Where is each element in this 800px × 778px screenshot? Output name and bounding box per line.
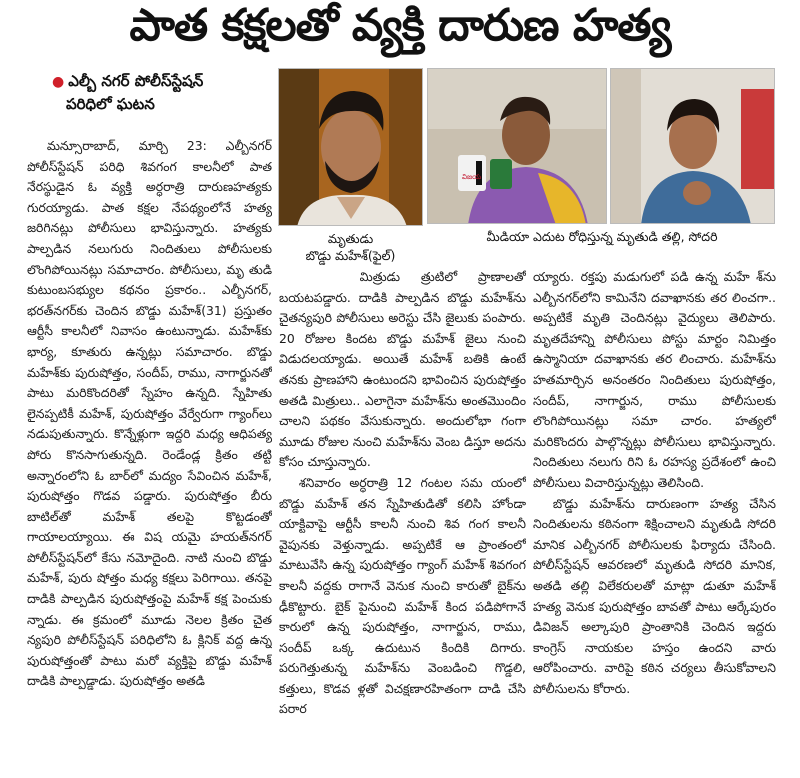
article-paragraph: మిత్రుడు త్రుటిలో ప్రాణాలతో బయటపడ్డారు. దాడికి పాల్పడిన బొడ్డు మహేశ్‌ను చైతన్యపురి పోలీసులు అరెస్టు చేసి జైలుకు పంపారు. 20 రోజుల కిందట బొడ్డు మహేశ్ జైలు నుంచి విడుదలయ్యాడు. అయితే మహేశ్ బతికి ఉంటే తనకు ప్రాణహాని ఉంటుందని భావించిన పురుషోత్తం అతడి మిత్రులు.. ఎలాగైనా మహేశ్‌ను అంతమొందిం చాలని పథకం వేసుకున్నారు. అందులోభా గంగా మూడు రోజుల నుంచి మహేశ్‌ను వెంబ డిస్తూ అదను కోసం చూస్తున్నారు. [279,269,526,470]
kicker [52,70,272,115]
article-paragraph: మన్సూరాబాద్, మార్చి 23: ఎల్బీనగర్ పోలీస్‌స్టేషన్ పరిధి శివగంగ కాలనీలో పాత నేరస్థుడైన ఓ వ్యక్తి అర్ధరాత్రి దారుణహత్యకు గురయ్యాడు. పాత కక్షల నేపథ్యంలోనే హత్య జరిగినట్లు పోలీసులు భావిస్తున్నారు. హత్యకు పాల్పడిన నలుగురు నిందితులు పోలీసులకు లొంగిపోయినట్లు సమాచారం. పోలీసులు, మృ తుడి కుటుంబసభ్యుల కథనం ప్రకారం.. ఎల్బీనగర్, భరత్‌నగర్‌కు చెందిన బొడ్డు మహేశ్(31) ప్రస్తుతం ఆర్టీసీ కాలనీలో నివాసం ఉంటున్నాడు. మహేశ్‌కు భార్య, కూతురు ఉన్నట్లు సమాచారం. బొడ్డు మహేశ్‌కు పురుషోత్తం, సందీప్, రాము, నాగార్జునతో పాటు మరికొందరితో స్నేహం ఉన్నది. స్నేహితు లైనప్పటికీ మహేశ్, పురుషోత్తం వేర్వేరుగా గ్యాంగ్‌లు నడుపుతున్నారు. కొన్నేళ్లుగా ఇద్దరి మధ్య ఆధిపత్య పోరు కొనసాగుతున్నది. రెండేండ్ల క్రితం తట్టి అన్నారంలోని ఓ బార్‌లో మద్యం సేవించిన మహేశ్, పురుషోత్తం గొడవ పడ్డారు. పురుషోత్తం బీరు బాటిల్‌తో మహేశ్ తలపై కొట్టడంతో గాయాలయ్యాయి. ఈ విష యమై హయత్‌నగర్ పోలీస్‌స్టేషన్‌లో కేసు నమోదైంది. నాటి నుంచి బొడ్డు మహేశ్, పురు షోత్తం మధ్య కక్షలు పెరిగాయి. తనపై దాడికి పాల్పడిన పురుషోత్తంపై మహేశ్ కక్ష పెంచుకు న్నాడు. ఈ క్రమంలో మూడు నెలల క్రితం చైత న్యపురి పోలీస్‌స్టేషన్ పరిధిలోని ఓ క్లినిక్ వద్ద ఉన్న పురుషోత్తంతో పాటు మరో వ్యక్తిపై బొడ్డు మహేశ్ దాడికి పాల్పడ్డాడు. పురుషోత్తం అతడి [27,138,272,689]
photo-mother-sister-caption: మీడియా ఎదుట రోధిస్తున్న మృతుడి తల్లి, సోదరి [486,229,718,244]
mother-illustration [428,69,607,224]
portrait-illustration [279,69,423,226]
article-paragraph: య్యారు. రక్తపు మడుగులో పడి ఉన్న మహే శ్‌ను ఎల్బీనగర్‌లోని కామినేని దవాఖానకు తర లించగా.. అప్పటికే మృతి చెందినట్లు వైద్యులు తెలిపారు. మృతదేహాన్ని పోలీసులు పోస్టు మార్టం నిమిత్తం ఉస్మానియా దవాఖానకు తర లించారు. మహేశ్‌ను హతమార్చిన అనంతరం నిందితులు పురుషోత్తం, సందీప్, నాగార్జున, రాము పోలీసులకు లొంగిపోయినట్లు సమా చారం. హత్యలో మరికొందరు పాల్గొన్నట్లు పోలీసులు భావిస్తున్నారు. నిందితులు నలుగు రిని ఓ రహస్య ప్రదేశంలో ఉంచి పోలీసులు విచారిస్తున్నట్లు తెలిసింది. [533,269,776,490]
caption-line-1: మృతుడు [327,231,374,246]
article-column-3 [533,267,776,742]
article-column-2 [279,267,526,742]
mic-logo: విజయ [462,173,482,181]
kicker-line-1: ● ఎల్బీ నగర్ పోలీస్‌స్టేషన్ [52,72,204,90]
photo-deceased-caption [278,230,423,264]
article-paragraph: బొడ్డు మహేశ్‌ను దారుణంగా హత్య చేసిన నిందితులను కఠినంగా శిక్షించాలని మృతుడి సోదరి మానిక ఎల్బీనగర్ పోలీసులకు ఫిర్యాదు చేసింది. పోలీస్‌స్టేషన్ ఆవరణలో మృతుడి సోదరి మానిక, అతడి తల్లి విలేకరులతో మాట్లా డుతూ మహేశ్ హత్య వెనుక పురుషోత్తం బావతో పాటు ఆర్కేపురం డివిజన్ అల్కాపురి ప్రాంతానికి చెందిన ఇద్దరు కాంగ్రెస్ నాయకుల హస్తం ఉందని వారు ఆరోపించారు. వారిపై కఠిన చర్యలు తీసుకోవాలని పోలీసులను కోరారు. [533,495,776,696]
article-paragraph: శనివారం అర్ధరాత్రి 12 గంటల సమ యంలో బొడ్డు మహేశ్ తన స్నేహితుడితో కలిసి హోండా యాక్టివాపై ఆర్టీసీ కాలనీ నుంచి శివ గంగ కాలనీ వైపునకు వెళ్తున్నాడు. అప్పటికే ఆ ప్రాంతంలో మాటువేసి ఉన్న పురుషోత్తం గ్యాంగ్ మహేశ్ శివగంగ కాలనీ వద్దకు రాగానే వెనుక నుంచి కారుతో బైక్‌ను ఢీకొట్టారు. బైక్ పైనుంచి మహేశ్ కింద పడిపోగానే కారులో ఉన్న పురుషోత్తం, నాగార్జున, రాము, సందీప్ ఒక్క ఉదుటున కిందికి దిగారు. పరుగెత్తుతున్న మహేశ్‌ను వెంబడించి గొడ్డలి, కత్తులు, కొడవ ళ్లతో విచక్షణారహితంగా దాడి చేసి పరార [279,474,526,717]
headline: పాత కక్షలతో వ్యక్తి దారుణ హత్య [129,0,671,51]
sister-illustration [611,69,775,224]
bullet-icon: ● [52,74,65,90]
kicker-line-2: పరిధిలో ఘటన [66,95,155,113]
photo-deceased [278,68,423,226]
article-column-1 [27,136,272,742]
caption-line-2: బొడ్డు మహేశ్(ఫైల్) [305,248,396,263]
photo-sister [610,68,775,224]
photo-mother [427,68,607,224]
